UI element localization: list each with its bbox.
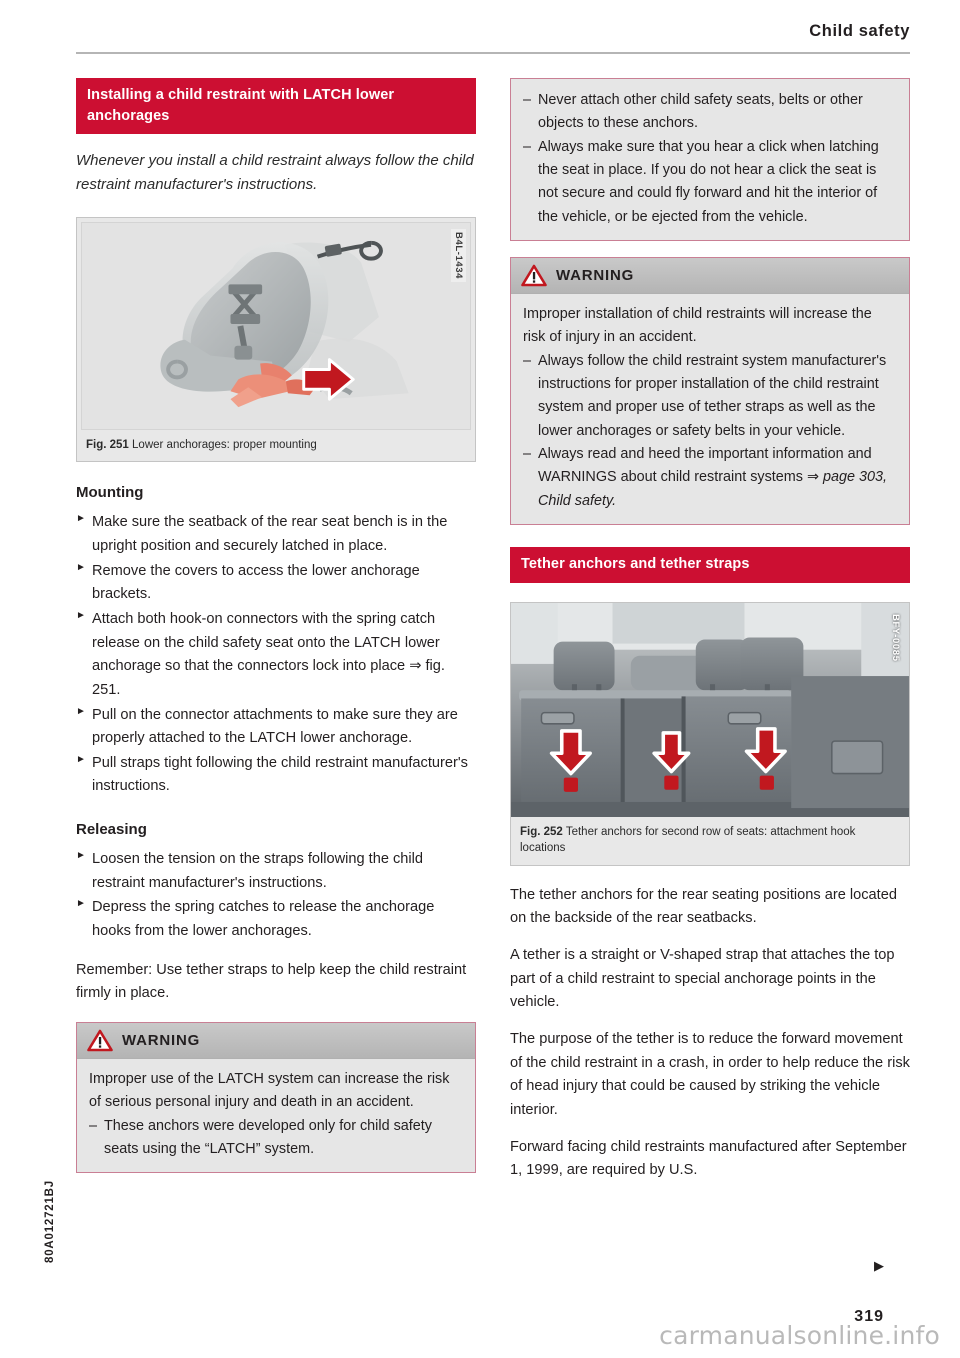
- document-part-number: 80A012721BJ: [44, 1180, 56, 1263]
- figure-252: [510, 602, 910, 866]
- warning-box-body: [511, 294, 909, 524]
- page-title: Child safety: [809, 22, 910, 40]
- figure-251-image-code: B4L-1434: [451, 229, 466, 282]
- releasing-steps-list: [76, 848, 476, 944]
- body-paragraph-4: Forward facing child restraints manufactured after September 1, 1999, are required by U.S.: [510, 1138, 907, 1179]
- warning-box-header: [77, 1023, 475, 1059]
- header-divider: [76, 52, 910, 54]
- figure-251-number: Fig. 251: [86, 438, 129, 451]
- list-item-text: Always follow the child restraint system manufacturer's instructions for proper installation of the child restraint system and proper use of tether straps as well as the lower anchorages or safety belts in your vehicle.: [538, 352, 887, 439]
- bullet-triangle-icon: ►: [76, 513, 86, 525]
- child-seat-illustration: [82, 223, 470, 427]
- section-heading-tether: Tether anchors and tether straps: [510, 547, 910, 583]
- dash-bullet: –: [523, 92, 532, 108]
- figure-252-caption-text: Tether anchors for second row of seats: attachment hook locations: [520, 825, 856, 855]
- continued-marker-icon: ▶: [874, 1258, 884, 1273]
- list-item-text: Loosen the tension on the straps following the child restraint manufacturer's instructions.: [92, 851, 424, 891]
- page-header: [76, 22, 910, 56]
- warning-intro: Improper installation of child restraints will increase the risk of injury in an accident.: [523, 305, 872, 346]
- mounting-steps-list: [76, 511, 476, 799]
- warning-triangle-icon: [521, 264, 547, 287]
- warning-box-continued: [510, 78, 910, 241]
- bullet-triangle-icon: ►: [76, 561, 86, 573]
- warning-continued-list: [523, 89, 897, 229]
- mounting-heading: Mounting: [76, 484, 144, 502]
- list-item: [76, 704, 476, 751]
- bullet-triangle-icon: ►: [76, 850, 86, 862]
- dash-bullet: –: [523, 138, 532, 155]
- warning-box-header: [511, 258, 909, 294]
- remember-paragraph: Remember: Use tether straps to help keep the child restraint firmly in place.: [76, 961, 467, 1002]
- figure-252-number: Fig. 252: [520, 825, 563, 838]
- list-item-text: Depress the spring catches to release the anchorage hooks from the lower anchorages.: [92, 899, 435, 940]
- list-item: [76, 848, 476, 895]
- intro-paragraph: Whenever you install a child restraint always follow the child restraint manufacturer's instructions.: [76, 152, 474, 194]
- dash-bullet: –: [89, 1117, 98, 1134]
- list-item: [76, 752, 476, 799]
- figure-252-image-code: BFY-0085: [890, 613, 901, 662]
- warning-items-list: [523, 350, 897, 513]
- list-item-text: Never attach other child safety seats, belts or other objects to these anchors.: [538, 92, 863, 132]
- section-heading-latch: Installing a child restraint with LATCH lower anchorages: [76, 78, 476, 134]
- list-item-text: Attach both hook-on connectors with the spring catch release on the child safety seat onto the LATCH lower anchorage so that the connectors lock into place ⇒ fig. 251.: [92, 610, 445, 698]
- warning-continued-body: [511, 79, 909, 240]
- list-item: [523, 89, 897, 136]
- bullet-triangle-icon: ►: [76, 753, 86, 765]
- list-item-text: Pull straps tight following the child restraint manufacturer's instructions.: [92, 754, 468, 795]
- list-item: [523, 136, 897, 229]
- body-paragraph-1: The tether anchors for the rear seating positions are located on the backside of the rear seatbacks.: [510, 886, 897, 927]
- list-item: [76, 560, 476, 607]
- warning-items-list: [89, 1115, 463, 1162]
- list-item-text: Always read and heed the important information and WARNINGS about child restraint systems: [538, 445, 872, 486]
- list-item-text: Always make sure that you hear a click when latching the seat in place. If you do not hear a click the seat is not secure and could fly forward and hit the interior of the vehicle, or be ejected from the vehicle.: [538, 138, 879, 225]
- figure-251-caption-text: Lower anchorages: proper mounting: [132, 438, 317, 451]
- list-item-text: These anchors were developed only for child safety seats using the “LATCH” system.: [104, 1117, 432, 1157]
- warning-box-installation: [510, 257, 910, 525]
- list-item: [523, 443, 897, 513]
- right-column: [510, 78, 910, 1196]
- left-column: [76, 78, 476, 1173]
- list-item-text: Make sure the seatback of the rear seat bench is in the upright position and securely latched in place.: [92, 514, 448, 555]
- list-item: [76, 608, 476, 703]
- dash-bullet: –: [523, 352, 532, 369]
- list-item: [76, 896, 476, 943]
- list-item-text: Remove the covers to access the lower anchorage brackets.: [92, 562, 420, 603]
- figure-251-image: [81, 222, 471, 430]
- figure-251-caption: [77, 430, 475, 462]
- page-number: 319: [854, 1308, 884, 1325]
- list-item-text: Pull on the connector attachments to make sure they are properly attached to the LATCH lower anchorage.: [92, 706, 458, 747]
- releasing-heading: Releasing: [76, 821, 147, 839]
- warning-box-latch: [76, 1022, 476, 1173]
- list-item: [76, 511, 476, 558]
- figure-252-image: [511, 603, 909, 817]
- warning-label: WARNING: [122, 1031, 201, 1049]
- body-paragraph-2: A tether is a straight or V-shaped strap that attaches the top part of a child restraint to special anchorage points in the vehicle.: [510, 947, 895, 1011]
- bullet-triangle-icon: ►: [76, 609, 86, 621]
- warning-box-body: [77, 1059, 475, 1172]
- list-item: [523, 350, 897, 443]
- bullet-triangle-icon: ►: [76, 898, 86, 910]
- dash-bullet: –: [523, 445, 532, 462]
- warning-label: WARNING: [556, 266, 635, 284]
- cross-reference-link[interactable]: ⇒ page 303, Child safety.: [538, 469, 888, 509]
- figure-251: [76, 217, 476, 463]
- bullet-triangle-icon: ►: [76, 705, 86, 717]
- watermark: carmanualsonline.info: [659, 1321, 940, 1350]
- body-paragraph-3: The purpose of the tether is to reduce the forward movement of the child restraint in a crash, in order to help reduce the risk of head injury that could be caused by striking the vehicle interior.: [510, 1031, 910, 1118]
- rear-seatbacks-photo: [511, 603, 909, 817]
- list-item: [89, 1115, 463, 1162]
- warning-intro: Improper use of the LATCH system can increase the risk of serious personal injury and death in an accident.: [89, 1070, 450, 1111]
- figure-252-caption: [511, 817, 909, 865]
- warning-triangle-icon: [87, 1029, 113, 1052]
